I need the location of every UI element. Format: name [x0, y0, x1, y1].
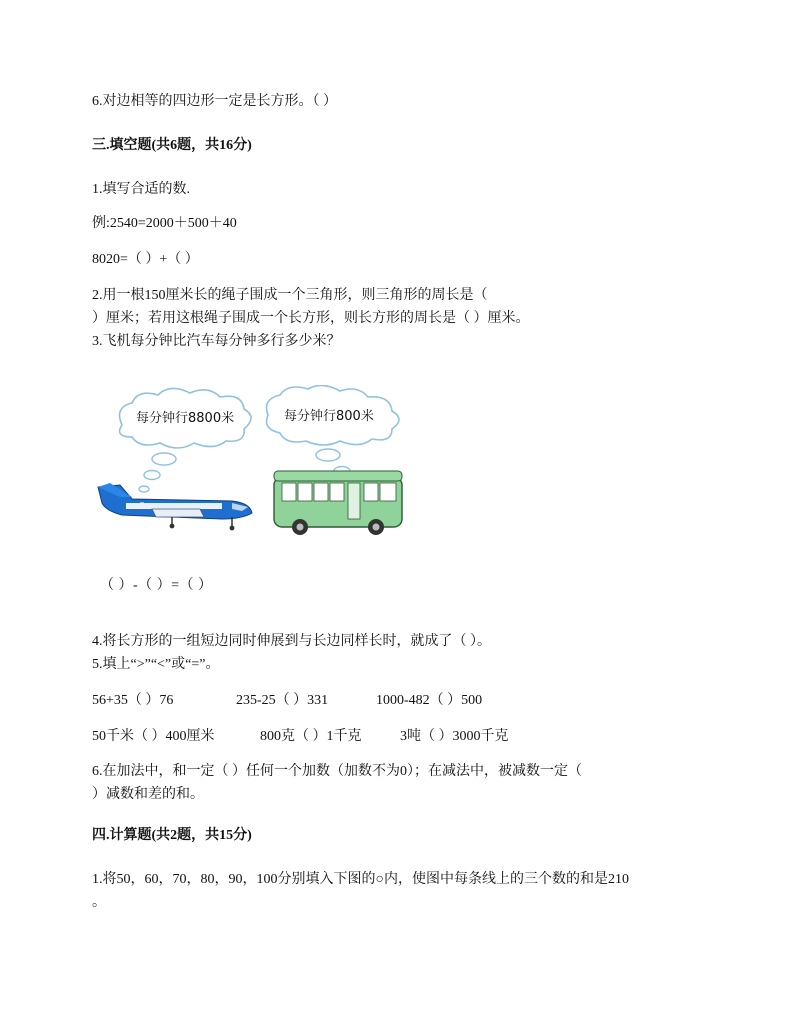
fill-question-5-row2-b: 800克（ ）1千克 [260, 729, 362, 744]
calc-question-1-line1: 1.将50，60，70，80，90，100分别填入下图的○内，使图中每条线上的三个数的和是210 [92, 872, 629, 887]
fill-question-5-row2-a: 50千米（ ）400厘米 [92, 729, 215, 744]
fill-question-5-row1-c: 1000-482（ ）500 [376, 693, 483, 708]
fill-question-3: 3.飞机每分钟比汽车每分钟多行多少米？ [92, 334, 341, 349]
calc-question-1-line2: 。 [92, 895, 106, 910]
fill-question-1-example: 例:2540=2000＋500＋40 [92, 216, 237, 231]
fill-question-1-blank: 8020=（ ）+（ ） [92, 252, 199, 267]
plane-thought-cloud [120, 388, 251, 492]
fill-question-6-line1: 6.在加法中，和一定（ ）任何一个加数（加数不为0）；在减法中，被减数一定（ [92, 764, 582, 779]
fill-question-6-line2: ）减数和差的和。 [92, 787, 204, 802]
section-4-title: 四.计算题(共2题，共15分) [92, 828, 252, 843]
fill-question-5-row2-c: 3吨（ ）3000千克 [400, 729, 509, 744]
question-6-judge: 6.对边相等的四边形一定是长方形。（ ） [92, 94, 337, 109]
fill-question-5-row1-a: 56+35（ ）76 [92, 693, 174, 708]
fill-question-5: 5.填上“>”“<”或“=”。 [92, 657, 220, 672]
fill-question-3-equation: （ ）-（ ）=（ ） [100, 578, 213, 593]
fill-question-1: 1.填写合适的数. [92, 182, 190, 197]
bus-image [274, 471, 402, 535]
plane-speed-label: 每分钟行8800米 [136, 411, 235, 426]
fill-question-2-line2: ）厘米；若用这根绳子围成一个长方形，则长方形的周长是（ ）厘米。 [92, 311, 530, 326]
bus-speed-label: 每分钟行800米 [284, 409, 374, 424]
airplane-image [98, 483, 252, 530]
fill-question-2-line1: 2.用一根150厘米长的绳子围成一个三角形，则三角形的周长是（ [92, 288, 488, 303]
section-3-title: 三.填空题(共6题，共16分) [92, 138, 252, 153]
fill-question-4: 4.将长方形的一组短边同时伸展到与长边同样长时，就成了（ ）。 [92, 634, 491, 649]
fill-question-5-row1-b: 235-25（ ）331 [236, 693, 329, 708]
